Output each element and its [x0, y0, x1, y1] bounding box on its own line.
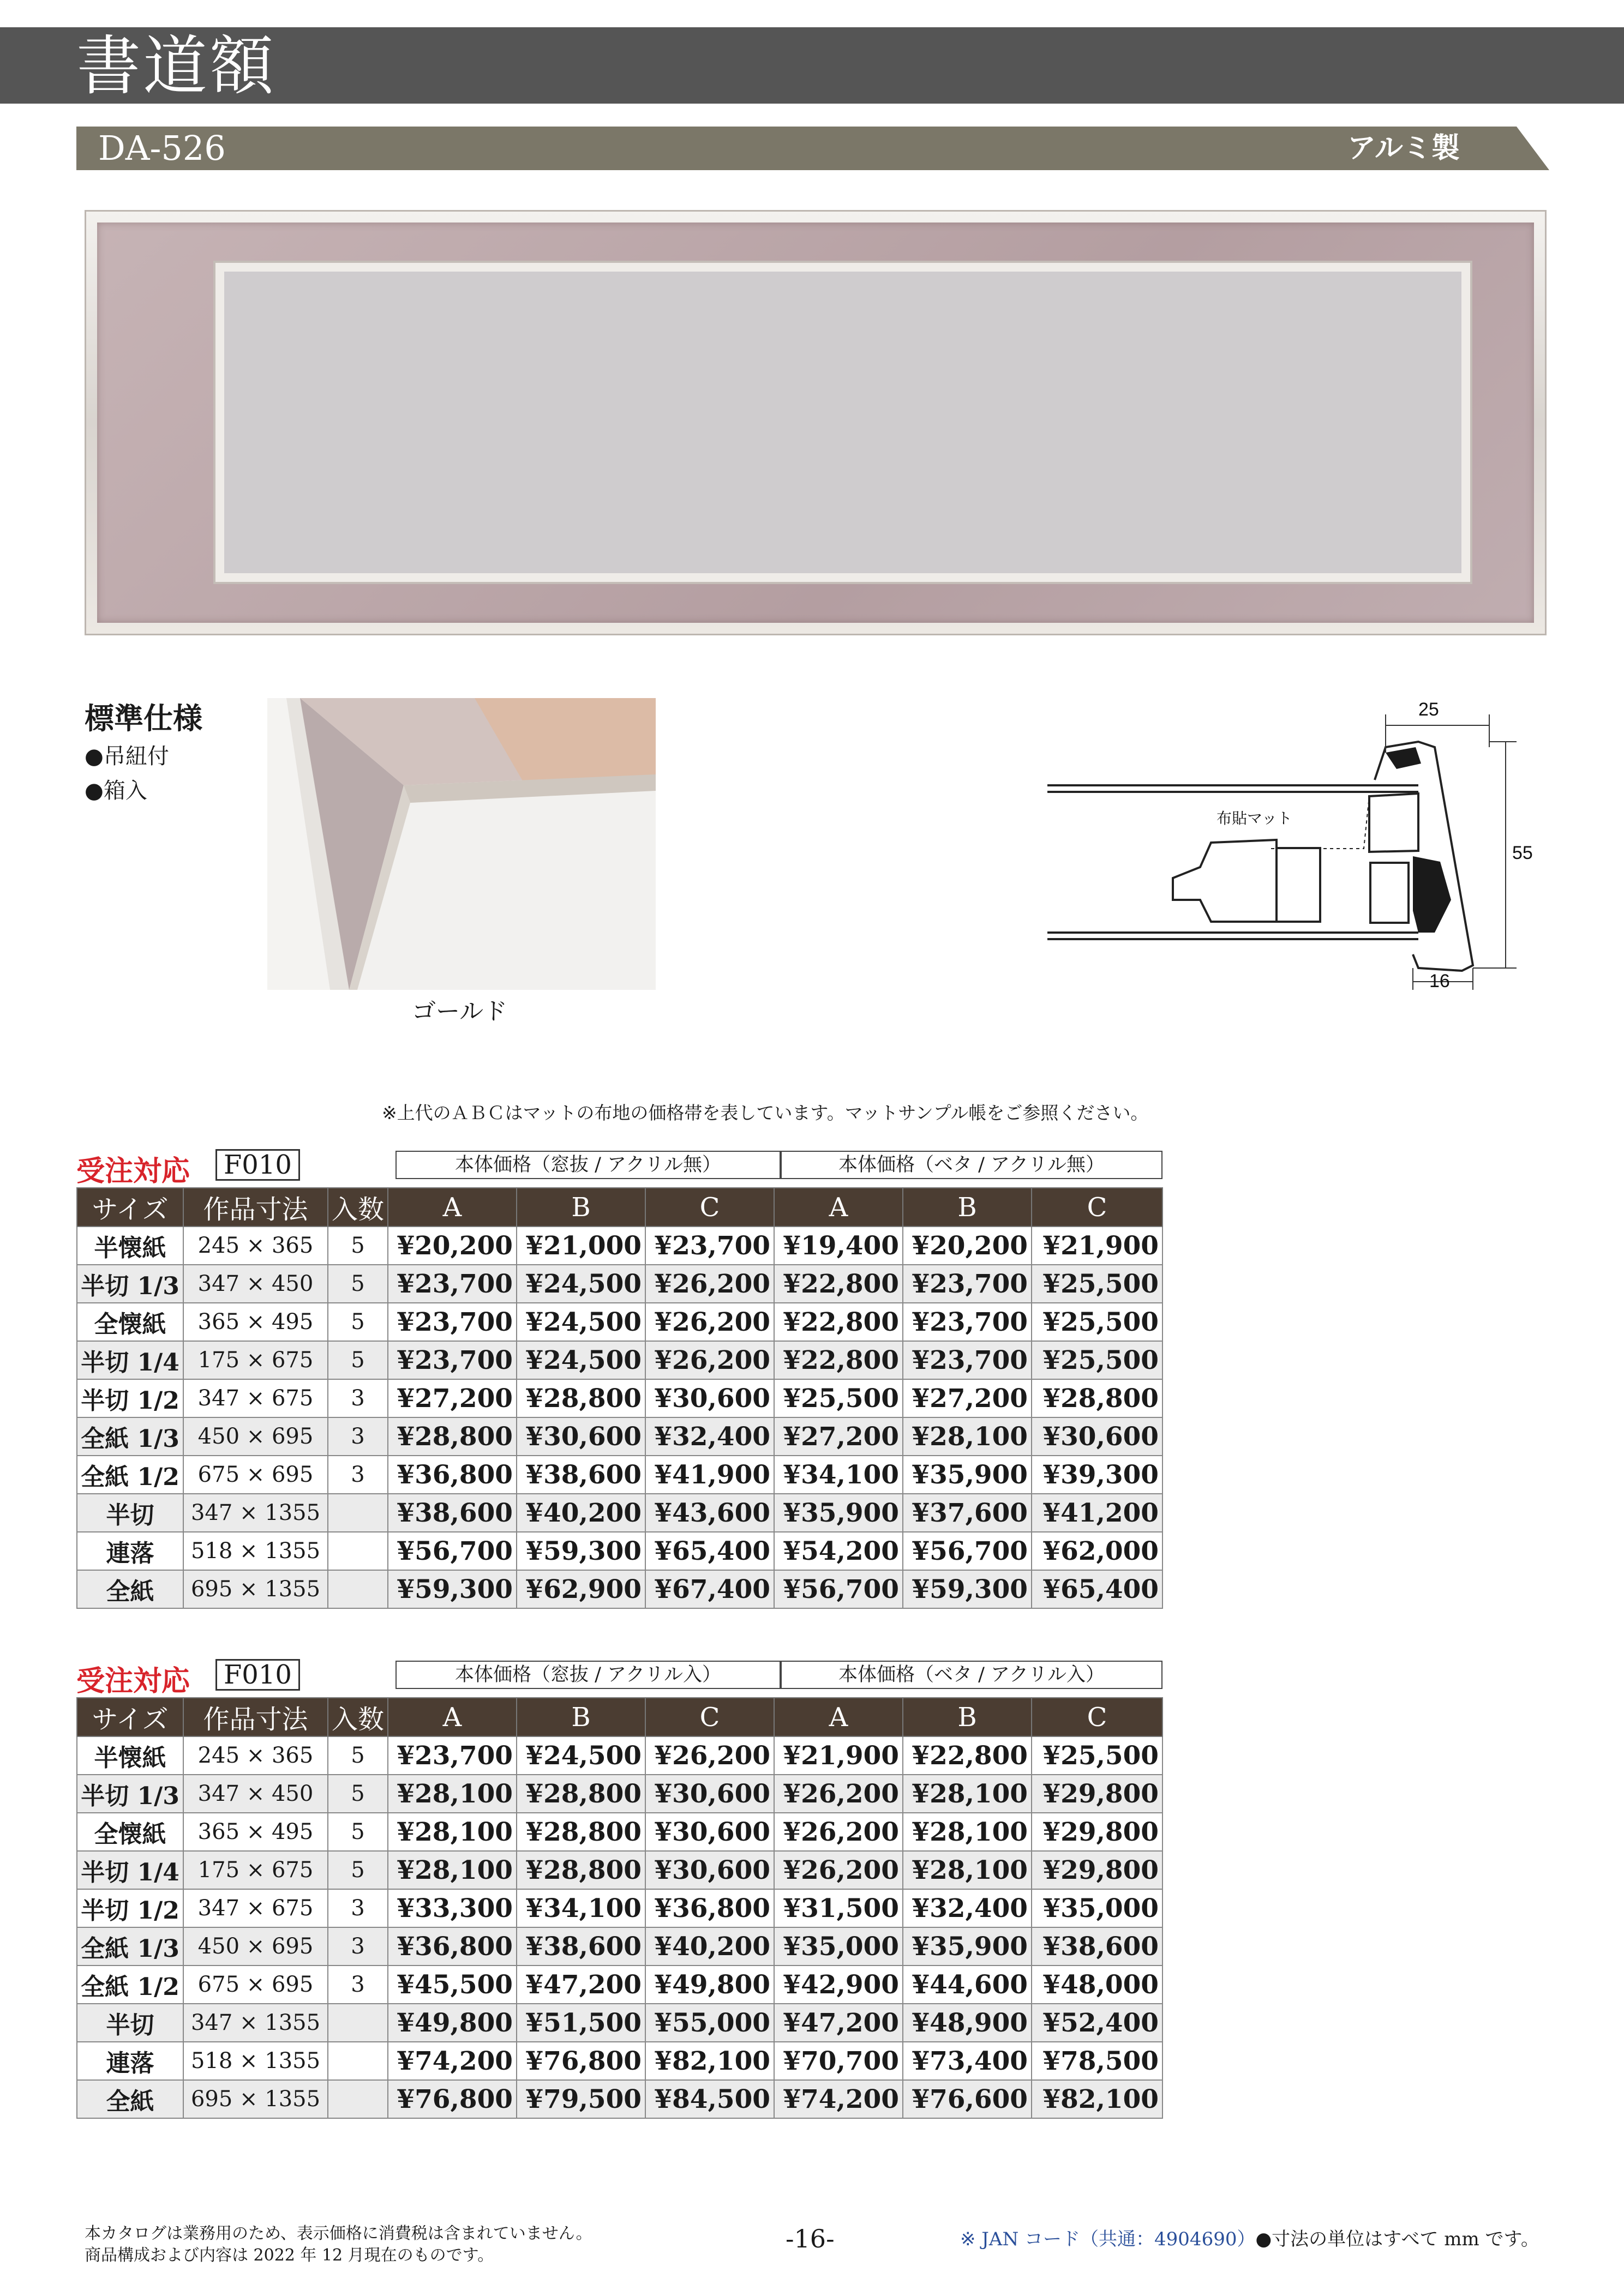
- price-cell: ¥25,500: [774, 1379, 903, 1417]
- quantity-cell: 5: [328, 1851, 388, 1889]
- price-cell: ¥28,800: [517, 1775, 645, 1813]
- quantity-cell: 3: [328, 1966, 388, 2004]
- abc-note: ※上代のＡＢＣはマットの布地の価格帯を表しています。マットサンプル帳をご参照ください。: [382, 1102, 1149, 1123]
- order-label-1: 受注対応: [76, 1155, 190, 1188]
- dimension-cell: 347 × 675: [183, 1379, 328, 1417]
- jan-note: ※ JAN コード（共通：4904690）: [960, 2228, 1256, 2250]
- price-cell: ¥29,800: [1032, 1813, 1162, 1851]
- table-header-row: [77, 1698, 1162, 1736]
- price-cell: ¥30,600: [517, 1417, 645, 1456]
- footer-right-note: [960, 2224, 1539, 2251]
- price-cell: ¥38,600: [517, 1927, 645, 1966]
- price-cell: ¥20,200: [388, 1227, 517, 1265]
- price-cell: ¥35,900: [774, 1494, 903, 1532]
- price-cell: ¥26,200: [645, 1341, 774, 1379]
- price-cell: ¥40,200: [517, 1494, 645, 1532]
- price-cell: ¥78,500: [1032, 2042, 1162, 2080]
- price-cell: ¥26,200: [774, 1813, 903, 1851]
- price-cell: ¥51,500: [517, 2004, 645, 2042]
- section-drawing: [1036, 693, 1560, 998]
- size-cell: 全紙: [77, 1570, 183, 1608]
- price-cell: ¥23,700: [903, 1265, 1032, 1303]
- dimension-cell: 365 × 495: [183, 1303, 328, 1341]
- price-cell: ¥67,400: [645, 1570, 774, 1608]
- price-cell: ¥22,800: [774, 1341, 903, 1379]
- column-header: A: [388, 1188, 517, 1227]
- column-header: C: [645, 1188, 774, 1227]
- price-cell: ¥30,600: [645, 1775, 774, 1813]
- price-cell: ¥76,800: [388, 2080, 517, 2118]
- price-cell: ¥22,800: [774, 1265, 903, 1303]
- price-cell: ¥47,200: [517, 1966, 645, 2004]
- size-cell: 半切 1/4: [77, 1341, 183, 1379]
- size-cell: 全紙 1/3: [77, 1927, 183, 1966]
- table-row: [77, 1736, 1162, 1775]
- size-cell: 半切 1/3: [77, 1775, 183, 1813]
- model-bar: [76, 127, 1549, 170]
- quantity-cell: 5: [328, 1775, 388, 1813]
- price-cell: ¥49,800: [388, 2004, 517, 2042]
- price-cell: ¥26,200: [774, 1851, 903, 1889]
- price-cell: ¥54,200: [774, 1532, 903, 1570]
- column-header: 入数: [328, 1698, 388, 1736]
- price-cell: ¥65,400: [645, 1532, 774, 1570]
- dimension-cell: 450 × 695: [183, 1927, 328, 1966]
- size-cell: 全懐紙: [77, 1303, 183, 1341]
- quantity-cell: 5: [328, 1736, 388, 1775]
- price-cell: ¥48,000: [1032, 1966, 1162, 2004]
- quantity-cell: [328, 1532, 388, 1570]
- table-row: [77, 1227, 1162, 1265]
- price-group-window-1: 本体価格（窓抜 / アクリル無）: [395, 1151, 781, 1179]
- price-cell: ¥24,500: [517, 1265, 645, 1303]
- dimension-cell: 518 × 1355: [183, 1532, 328, 1570]
- dimension-cell: 675 × 695: [183, 1966, 328, 2004]
- price-cell: ¥56,700: [903, 1532, 1032, 1570]
- price-cell: ¥28,800: [388, 1417, 517, 1456]
- price-cell: ¥21,900: [1032, 1227, 1162, 1265]
- size-cell: 連落: [77, 2042, 183, 2080]
- dimension-cell: 175 × 675: [183, 1341, 328, 1379]
- dimension-cell: 695 × 1355: [183, 2080, 328, 2118]
- dim-bottom-label: 16: [1429, 971, 1450, 991]
- size-cell: 半切 1/3: [77, 1265, 183, 1303]
- price-cell: ¥32,400: [645, 1417, 774, 1456]
- price-cell: ¥23,700: [903, 1303, 1032, 1341]
- size-cell: 半切 1/2: [77, 1379, 183, 1417]
- quantity-cell: [328, 1494, 388, 1532]
- column-header: B: [903, 1188, 1032, 1227]
- price-cell: ¥65,400: [1032, 1570, 1162, 1608]
- price-cell: ¥38,600: [1032, 1927, 1162, 1966]
- size-cell: 半切: [77, 2004, 183, 2042]
- price-cell: ¥21,000: [517, 1227, 645, 1265]
- price-cell: ¥48,900: [903, 2004, 1032, 2042]
- price-cell: ¥23,700: [388, 1265, 517, 1303]
- quantity-cell: [328, 1570, 388, 1608]
- price-cell: ¥35,900: [903, 1927, 1032, 1966]
- footer-tax-note: 本カタログは業務用のため、表示価格に消費税は含まれていません。: [85, 2224, 592, 2243]
- price-cell: ¥76,600: [903, 2080, 1032, 2118]
- price-cell: ¥28,100: [903, 1813, 1032, 1851]
- dimension-cell: 695 × 1355: [183, 1570, 328, 1608]
- price-cell: ¥59,300: [388, 1570, 517, 1608]
- price-cell: ¥28,100: [903, 1851, 1032, 1889]
- photo-caption: ゴールド: [412, 997, 508, 1025]
- price-cell: ¥56,700: [388, 1532, 517, 1570]
- spec-item-boxed: ●箱入: [85, 778, 147, 803]
- price-cell: ¥74,200: [388, 2042, 517, 2080]
- price-cell: ¥20,200: [903, 1227, 1032, 1265]
- table-row: [77, 1456, 1162, 1494]
- price-group-window-2: 本体価格（窓抜 / アクリル入）: [395, 1661, 781, 1689]
- price-cell: ¥27,200: [903, 1379, 1032, 1417]
- frame-window: [215, 263, 1470, 582]
- code-box-1: F010: [215, 1149, 300, 1181]
- price-cell: ¥62,900: [517, 1570, 645, 1608]
- dimension-cell: 365 × 495: [183, 1813, 328, 1851]
- price-cell: ¥40,200: [645, 1927, 774, 1966]
- price-cell: ¥34,100: [517, 1889, 645, 1927]
- price-cell: ¥30,600: [645, 1813, 774, 1851]
- quantity-cell: 3: [328, 1417, 388, 1456]
- size-cell: 連落: [77, 1532, 183, 1570]
- dimension-cell: 675 × 695: [183, 1456, 328, 1494]
- mat-label: 布貼マット: [1216, 809, 1292, 827]
- price-cell: ¥73,400: [903, 2042, 1032, 2080]
- price-cell: ¥25,500: [1032, 1341, 1162, 1379]
- price-cell: ¥24,500: [517, 1736, 645, 1775]
- size-cell: 半懐紙: [77, 1227, 183, 1265]
- size-cell: 半切: [77, 1494, 183, 1532]
- price-cell: ¥82,100: [1032, 2080, 1162, 2118]
- price-cell: ¥24,500: [517, 1303, 645, 1341]
- material-label: アルミ製: [1347, 132, 1460, 165]
- price-group-flat-1: 本体価格（ベタ / アクリル無）: [781, 1151, 1162, 1179]
- quantity-cell: 5: [328, 1265, 388, 1303]
- dim-top-label: 25: [1418, 699, 1439, 720]
- price-cell: ¥52,400: [1032, 2004, 1162, 2042]
- price-cell: ¥25,500: [1032, 1265, 1162, 1303]
- price-cell: ¥49,800: [645, 1966, 774, 2004]
- price-cell: ¥31,500: [774, 1889, 903, 1927]
- price-cell: ¥29,800: [1032, 1775, 1162, 1813]
- price-table-with-acrylic: [76, 1697, 1163, 2119]
- dimension-cell: 347 × 1355: [183, 1494, 328, 1532]
- table-row: [77, 1417, 1162, 1456]
- price-cell: ¥23,700: [903, 1341, 1032, 1379]
- table-row: [77, 1851, 1162, 1889]
- price-cell: ¥79,500: [517, 2080, 645, 2118]
- price-cell: ¥35,900: [903, 1456, 1032, 1494]
- column-header: A: [774, 1698, 903, 1736]
- column-header: 入数: [328, 1188, 388, 1227]
- price-cell: ¥56,700: [774, 1570, 903, 1608]
- size-cell: 半切 1/4: [77, 1851, 183, 1889]
- price-cell: ¥43,600: [645, 1494, 774, 1532]
- price-cell: ¥42,900: [774, 1966, 903, 2004]
- spec-item-hanging-cord: ●吊紐付: [85, 744, 169, 769]
- column-header: C: [1032, 1188, 1162, 1227]
- price-cell: ¥28,800: [1032, 1379, 1162, 1417]
- column-header: B: [517, 1188, 645, 1227]
- table-row: [77, 1927, 1162, 1966]
- price-cell: ¥28,100: [903, 1417, 1032, 1456]
- dimension-cell: 347 × 450: [183, 1775, 328, 1813]
- price-table-no-acrylic: [76, 1187, 1163, 1609]
- price-cell: ¥26,200: [645, 1736, 774, 1775]
- price-cell: ¥27,200: [774, 1417, 903, 1456]
- price-cell: ¥84,500: [645, 2080, 774, 2118]
- dimension-cell: 347 × 450: [183, 1265, 328, 1303]
- price-cell: ¥26,200: [645, 1265, 774, 1303]
- dimension-cell: 245 × 365: [183, 1736, 328, 1775]
- price-cell: ¥82,100: [645, 2042, 774, 2080]
- price-cell: ¥39,300: [1032, 1456, 1162, 1494]
- table-header-row: [77, 1188, 1162, 1227]
- price-cell: ¥24,500: [517, 1341, 645, 1379]
- quantity-cell: [328, 2080, 388, 2118]
- table-row: [77, 1265, 1162, 1303]
- dimension-cell: 518 × 1355: [183, 2042, 328, 2080]
- price-cell: ¥26,200: [774, 1775, 903, 1813]
- model-code: DA-526: [98, 128, 226, 168]
- price-cell: ¥30,600: [645, 1379, 774, 1417]
- price-cell: ¥34,100: [774, 1456, 903, 1494]
- dimension-cell: 450 × 695: [183, 1417, 328, 1456]
- price-cell: ¥19,400: [774, 1227, 903, 1265]
- price-cell: ¥38,600: [517, 1456, 645, 1494]
- price-cell: ¥33,300: [388, 1889, 517, 1927]
- footer-date-note: 商品構成および内容は 2022 年 12 月現在のものです。: [85, 2246, 494, 2265]
- quantity-cell: 3: [328, 1379, 388, 1417]
- price-cell: ¥41,900: [645, 1456, 774, 1494]
- price-cell: ¥29,800: [1032, 1851, 1162, 1889]
- column-header: C: [1032, 1698, 1162, 1736]
- price-cell: ¥27,200: [388, 1379, 517, 1417]
- column-header: B: [903, 1698, 1032, 1736]
- table-row: [77, 1494, 1162, 1532]
- quantity-cell: 5: [328, 1227, 388, 1265]
- column-header: サイズ: [77, 1698, 183, 1736]
- dimension-cell: 175 × 675: [183, 1851, 328, 1889]
- price-cell: ¥30,600: [1032, 1417, 1162, 1456]
- price-cell: ¥37,600: [903, 1494, 1032, 1532]
- price-cell: ¥25,500: [1032, 1736, 1162, 1775]
- size-cell: 全紙 1/2: [77, 1966, 183, 2004]
- price-cell: ¥26,200: [645, 1303, 774, 1341]
- table-row: [77, 1379, 1162, 1417]
- size-cell: 全懐紙: [77, 1813, 183, 1851]
- quantity-cell: 5: [328, 1813, 388, 1851]
- price-cell: ¥36,800: [388, 1456, 517, 1494]
- price-cell: ¥36,800: [388, 1927, 517, 1966]
- dim-right-label: 55: [1512, 843, 1533, 863]
- quantity-cell: 5: [328, 1303, 388, 1341]
- table-row: [77, 2042, 1162, 2080]
- page-number: -16-: [786, 2224, 835, 2253]
- price-cell: ¥25,500: [1032, 1303, 1162, 1341]
- price-cell: ¥28,800: [517, 1813, 645, 1851]
- price-cell: ¥35,000: [774, 1927, 903, 1966]
- quantity-cell: 3: [328, 1456, 388, 1494]
- price-cell: ¥23,700: [388, 1736, 517, 1775]
- price-cell: ¥59,300: [517, 1532, 645, 1570]
- price-cell: ¥47,200: [774, 2004, 903, 2042]
- code-box-2: F010: [215, 1659, 300, 1691]
- price-cell: ¥35,000: [1032, 1889, 1162, 1927]
- price-cell: ¥21,900: [774, 1736, 903, 1775]
- table-row: [77, 1889, 1162, 1927]
- price-cell: ¥70,700: [774, 2042, 903, 2080]
- dimension-cell: 347 × 675: [183, 1889, 328, 1927]
- price-cell: ¥62,000: [1032, 1532, 1162, 1570]
- table-row: [77, 1813, 1162, 1851]
- corner-photo-illustration: [267, 698, 656, 990]
- quantity-cell: 5: [328, 1341, 388, 1379]
- price-cell: ¥32,400: [903, 1889, 1032, 1927]
- column-header: 作品寸法: [183, 1698, 328, 1736]
- price-cell: ¥30,600: [645, 1851, 774, 1889]
- price-cell: ¥36,800: [645, 1889, 774, 1927]
- price-cell: ¥44,600: [903, 1966, 1032, 2004]
- price-group-flat-2: 本体価格（ベタ / アクリル入）: [781, 1661, 1162, 1689]
- price-cell: ¥28,800: [517, 1851, 645, 1889]
- price-cell: ¥22,800: [903, 1736, 1032, 1775]
- price-cell: ¥28,100: [388, 1775, 517, 1813]
- size-cell: 全紙 1/2: [77, 1456, 183, 1494]
- spec-title: 標準仕様: [85, 701, 202, 736]
- price-cell: ¥23,700: [645, 1227, 774, 1265]
- price-cell: ¥28,100: [388, 1813, 517, 1851]
- price-cell: ¥55,000: [645, 2004, 774, 2042]
- unit-note: ●寸法の単位はすべて mm です。: [1255, 2228, 1539, 2250]
- quantity-cell: [328, 2004, 388, 2042]
- price-cell: ¥22,800: [774, 1303, 903, 1341]
- price-cell: ¥38,600: [388, 1494, 517, 1532]
- corner-photo: [267, 698, 656, 990]
- price-cell: ¥28,100: [903, 1775, 1032, 1813]
- quantity-cell: 3: [328, 1889, 388, 1927]
- price-cell: ¥23,700: [388, 1303, 517, 1341]
- column-header: 作品寸法: [183, 1188, 328, 1227]
- quantity-cell: [328, 2042, 388, 2080]
- table-row: [77, 1341, 1162, 1379]
- table-row: [77, 1570, 1162, 1608]
- dimension-cell: 347 × 1355: [183, 2004, 328, 2042]
- table-row: [77, 1303, 1162, 1341]
- price-cell: ¥45,500: [388, 1966, 517, 2004]
- dimension-cell: 245 × 365: [183, 1227, 328, 1265]
- table-row: [77, 2004, 1162, 2042]
- table-row: [77, 1966, 1162, 2004]
- order-label-2: 受注対応: [76, 1665, 190, 1698]
- size-cell: 全紙: [77, 2080, 183, 2118]
- table-row: [77, 1775, 1162, 1813]
- price-cell: ¥74,200: [774, 2080, 903, 2118]
- column-header: サイズ: [77, 1188, 183, 1227]
- price-cell: ¥23,700: [388, 1341, 517, 1379]
- column-header: A: [774, 1188, 903, 1227]
- price-cell: ¥28,800: [517, 1379, 645, 1417]
- column-header: B: [517, 1698, 645, 1736]
- frame-section-diagram: [1036, 693, 1560, 998]
- table-row: [77, 1532, 1162, 1570]
- price-cell: ¥59,300: [903, 1570, 1032, 1608]
- column-header: A: [388, 1698, 517, 1736]
- table-row: [77, 2080, 1162, 2118]
- price-cell: ¥41,200: [1032, 1494, 1162, 1532]
- column-header: C: [645, 1698, 774, 1736]
- price-cell: ¥28,100: [388, 1851, 517, 1889]
- page-title: 書道額: [76, 28, 277, 104]
- quantity-cell: 3: [328, 1927, 388, 1966]
- size-cell: 半懐紙: [77, 1736, 183, 1775]
- size-cell: 半切 1/2: [77, 1889, 183, 1927]
- size-cell: 全紙 1/3: [77, 1417, 183, 1456]
- price-cell: ¥76,800: [517, 2042, 645, 2080]
